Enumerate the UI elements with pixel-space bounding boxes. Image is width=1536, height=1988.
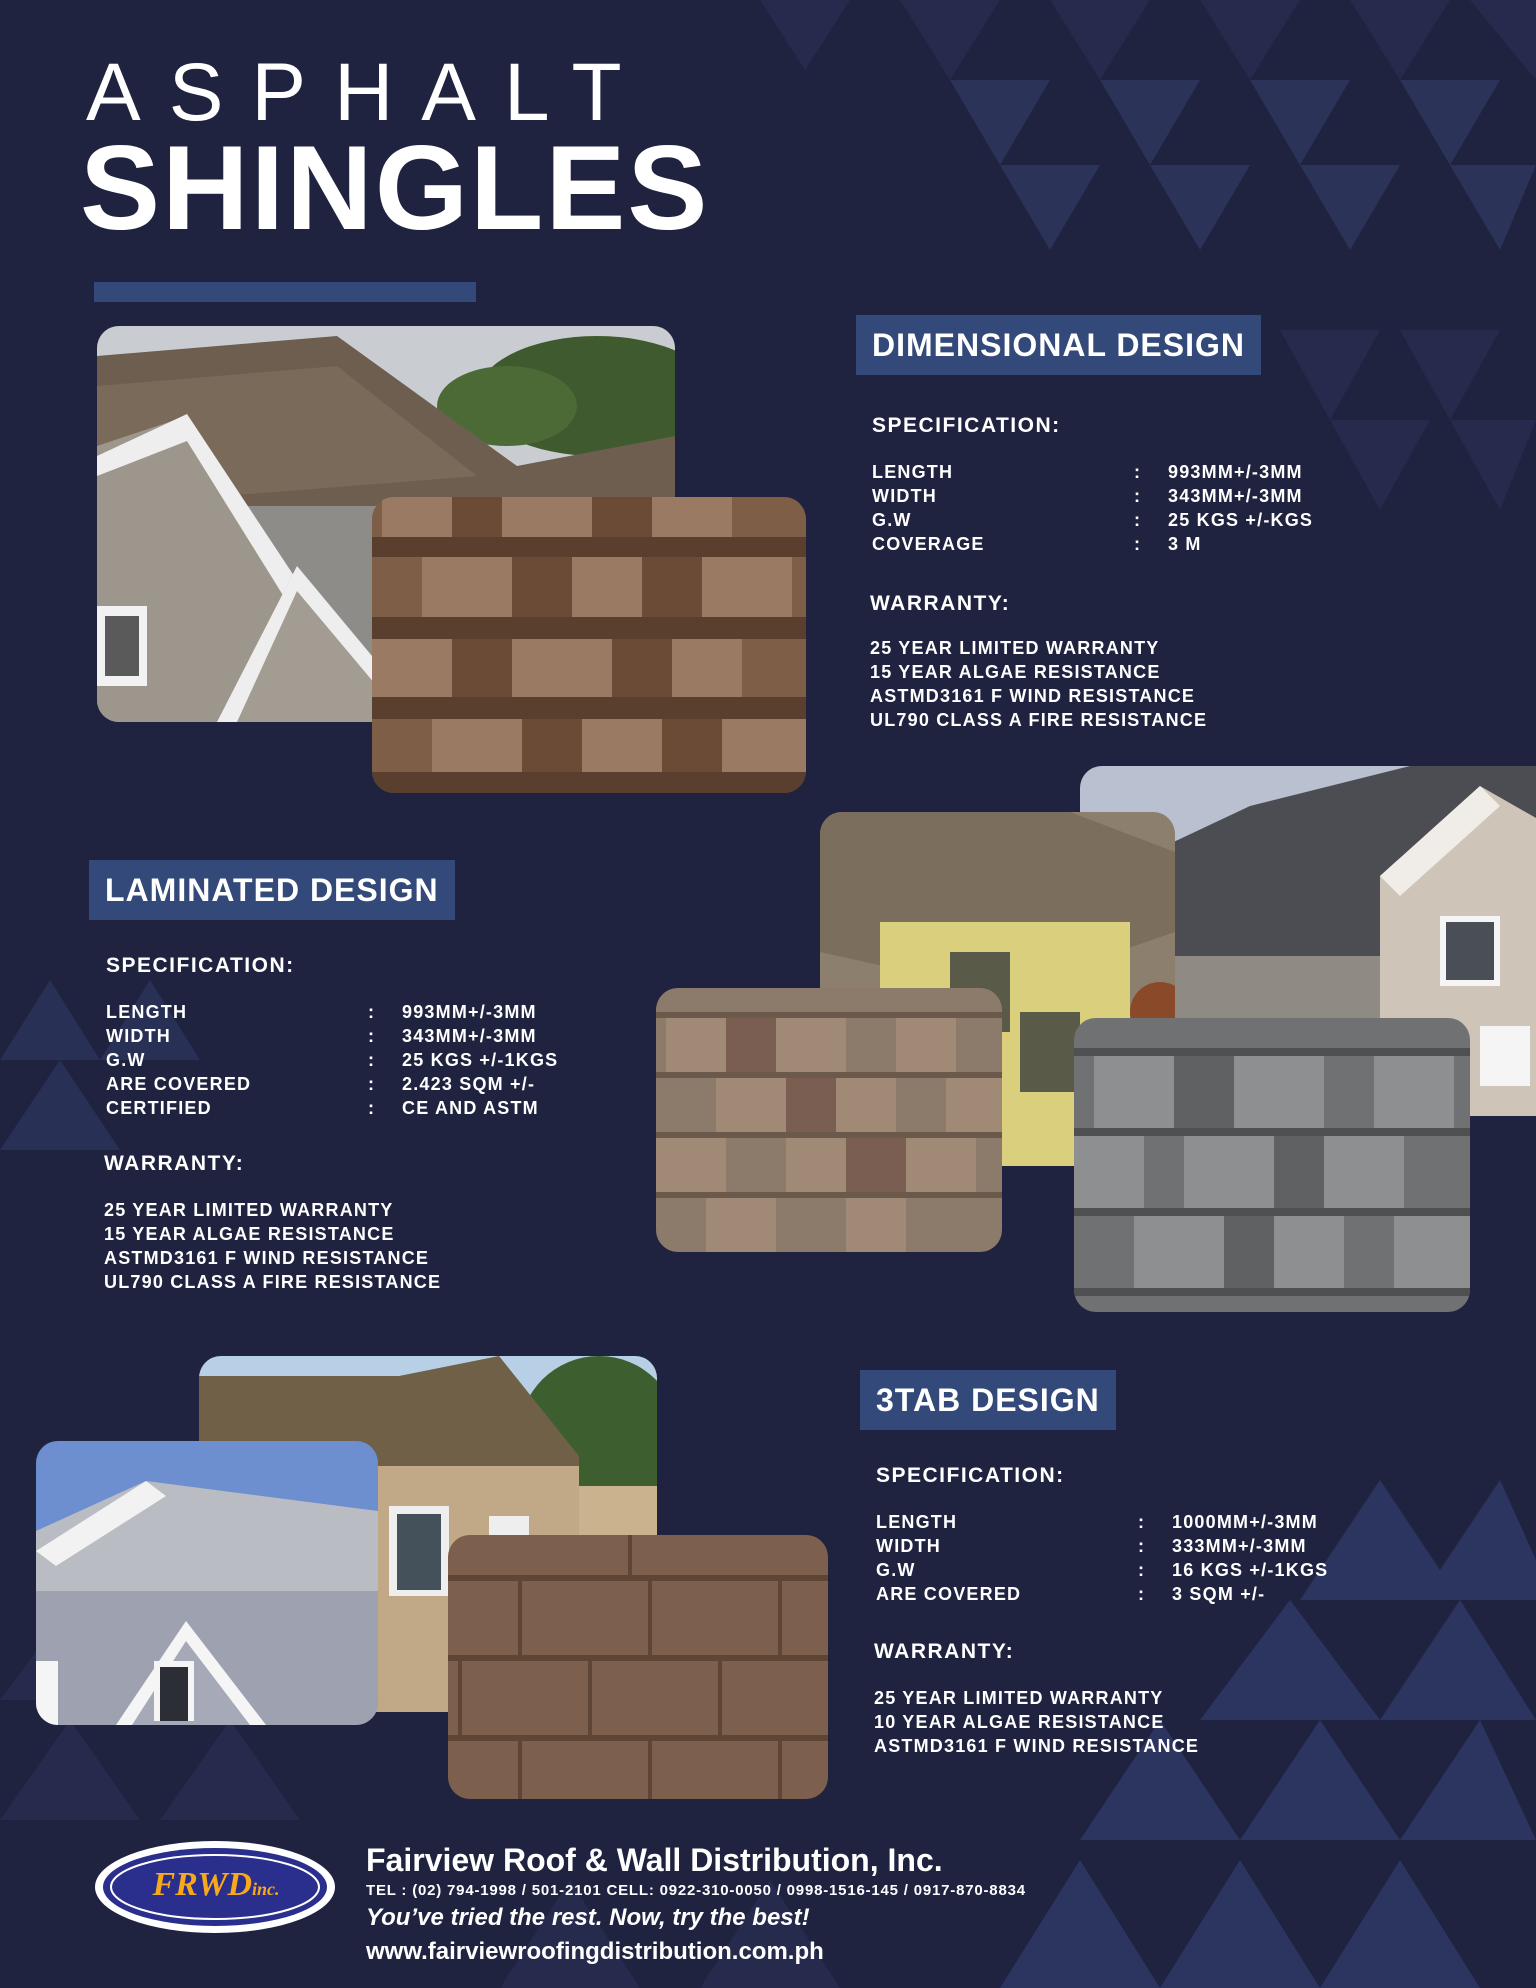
spec-key: WIDTH: [872, 486, 937, 506]
spec-colon: :: [368, 1050, 376, 1070]
tagline: You’ve tried the rest. Now, try the best!: [366, 1904, 810, 1931]
warranty-item: UL790 CLASS A FIRE RESISTANCE: [870, 710, 1208, 730]
dimensional-spec-label: SPECIFICATION:: [872, 414, 1061, 437]
threetab-white-house-photo: [36, 1441, 378, 1725]
contact-info: TEL : (02) 794-1998 / 501-2101 CELL: 0922-310-0050 / 0998-1516-145 / 0917-870-8834: [366, 1882, 1026, 1899]
warranty-item: 25 YEAR LIMITED WARRANTY: [874, 1688, 1164, 1708]
spec-row: [876, 1558, 1356, 1582]
warranty-item: 15 YEAR ALGAE RESISTANCE: [104, 1224, 395, 1244]
spec-value: 343MM+/-3MM: [402, 1026, 537, 1046]
threetab-warranty-list: [874, 1686, 1199, 1758]
company-name: Fairview Roof & Wall Distribution, Inc.: [366, 1842, 943, 1878]
warranty-item: ASTMD3161 F WIND RESISTANCE: [874, 1736, 1200, 1756]
spec-row: [876, 1534, 1356, 1558]
logo-text: [116, 1866, 316, 1904]
warranty-item: ASTMD3161 F WIND RESISTANCE: [870, 686, 1196, 706]
spec-value: 3 SQM +/-: [1172, 1584, 1266, 1604]
spec-value: 333MM+/-3MM: [1172, 1536, 1307, 1556]
spec-value: 993MM+/-3MM: [1168, 462, 1303, 482]
logo-suffix-text: inc.: [252, 1879, 280, 1899]
company-logo: [92, 1838, 338, 1936]
spec-key: LENGTH: [106, 1002, 188, 1022]
spec-colon: :: [1138, 1512, 1146, 1532]
threetab-spec-label: SPECIFICATION:: [876, 1464, 1065, 1487]
spec-colon: :: [368, 1074, 376, 1094]
spec-value: 3 M: [1168, 534, 1202, 554]
spec-value: 1000MM+/-3MM: [1172, 1512, 1318, 1532]
spec-row: [106, 1072, 586, 1096]
dimensional-warranty-list: [870, 636, 1207, 732]
spec-value: 25 KGS +/-KGS: [1168, 510, 1314, 530]
spec-key: ARE COVERED: [876, 1584, 1022, 1604]
spec-key: COVERAGE: [872, 534, 985, 554]
spec-key: LENGTH: [876, 1512, 958, 1532]
spec-colon: :: [1138, 1536, 1146, 1556]
spec-colon: :: [1138, 1584, 1146, 1604]
laminated-spec-label: SPECIFICATION:: [106, 954, 295, 977]
spec-colon: :: [1134, 486, 1142, 506]
spec-key: CERTIFIED: [106, 1098, 212, 1118]
warranty-item: 10 YEAR ALGAE RESISTANCE: [874, 1712, 1165, 1732]
warranty-item: 25 YEAR LIMITED WARRANTY: [104, 1200, 394, 1220]
spec-value: 25 KGS +/-1KGS: [402, 1050, 559, 1070]
spec-key: G.W: [872, 510, 912, 530]
spec-row: [106, 1000, 586, 1024]
warranty-item: UL790 CLASS A FIRE RESISTANCE: [104, 1272, 442, 1292]
spec-row: [876, 1510, 1356, 1534]
dimensional-shingle-swatch: [372, 497, 806, 793]
laminated-warranty-label: WARRANTY:: [104, 1152, 245, 1175]
spec-row: [106, 1024, 586, 1048]
threetab-brown-shingle-swatch: [448, 1535, 828, 1799]
spec-row: [106, 1048, 586, 1072]
warranty-item: 15 YEAR ALGAE RESISTANCE: [870, 662, 1161, 682]
spec-colon: :: [1134, 462, 1142, 482]
spec-colon: :: [1138, 1560, 1146, 1580]
spec-key: WIDTH: [106, 1026, 171, 1046]
spec-colon: :: [368, 1026, 376, 1046]
spec-value: 343MM+/-3MM: [1168, 486, 1303, 506]
threetab-spec-table: [876, 1510, 1356, 1606]
website-link[interactable]: www.fairviewroofingdistribution.com.ph: [366, 1938, 824, 1965]
spec-row: [872, 460, 1332, 484]
spec-value: 2.423 SQM +/-: [402, 1074, 536, 1094]
logo-main-text: FRWD: [152, 1866, 252, 1903]
warranty-item: ASTMD3161 F WIND RESISTANCE: [104, 1248, 430, 1268]
spec-colon: :: [368, 1002, 376, 1022]
spec-colon: :: [1134, 534, 1142, 554]
dimensional-warranty-label: WARRANTY:: [870, 592, 1011, 615]
spec-key: WIDTH: [876, 1536, 941, 1556]
spec-key: G.W: [876, 1560, 916, 1580]
laminated-gray-shingle-swatch: [1074, 1018, 1470, 1312]
spec-colon: :: [368, 1098, 376, 1118]
warranty-item: 25 YEAR LIMITED WARRANTY: [870, 638, 1160, 658]
spec-key: LENGTH: [872, 462, 954, 482]
spec-value: 16 KGS +/-1KGS: [1172, 1560, 1329, 1580]
dimensional-spec-table: [872, 460, 1332, 556]
spec-row: [872, 532, 1332, 556]
spec-row: [106, 1096, 586, 1120]
spec-value: CE AND ASTM: [402, 1098, 539, 1118]
spec-row: [876, 1582, 1356, 1606]
laminated-heading: LAMINATED DESIGN: [89, 860, 455, 920]
laminated-warranty-list: [104, 1198, 441, 1294]
spec-colon: :: [1134, 510, 1142, 530]
title-underline: [94, 282, 476, 302]
laminated-brown-shingle-swatch: [656, 988, 1002, 1252]
spec-key: ARE COVERED: [106, 1074, 252, 1094]
spec-row: [872, 508, 1332, 532]
spec-value: 993MM+/-3MM: [402, 1002, 537, 1022]
title-asphalt: ASPHALT: [86, 47, 650, 138]
threetab-warranty-label: WARRANTY:: [874, 1640, 1015, 1663]
title-shingles: SHINGLES: [80, 121, 710, 255]
threetab-heading: 3TAB DESIGN: [860, 1370, 1116, 1430]
laminated-spec-table: [106, 1000, 586, 1120]
spec-row: [872, 484, 1332, 508]
dimensional-heading: DIMENSIONAL DESIGN: [856, 315, 1261, 375]
spec-key: G.W: [106, 1050, 146, 1070]
